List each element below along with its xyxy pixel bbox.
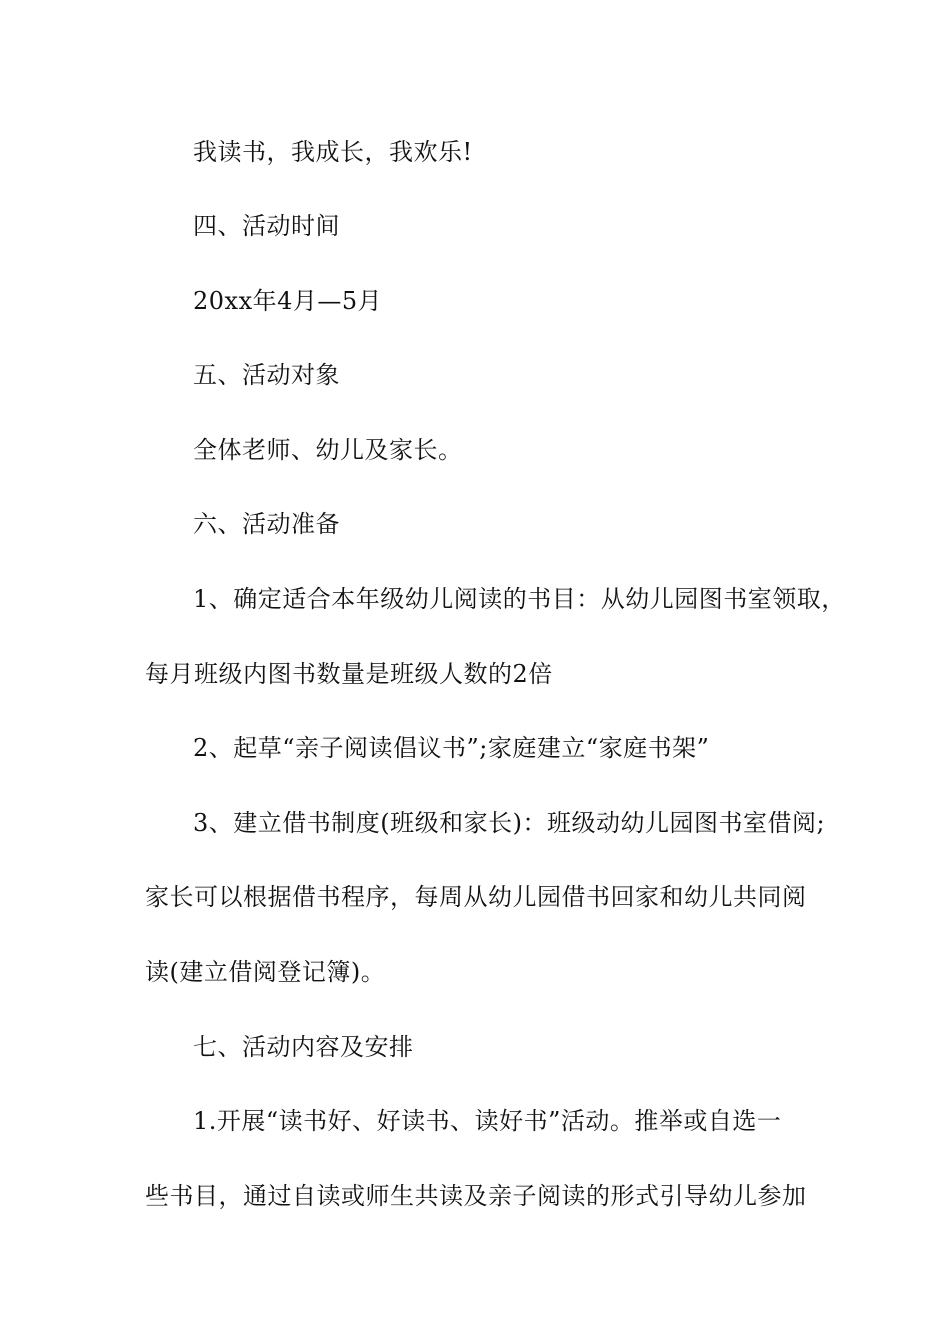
paragraph-line: 每月班级内图书数量是班级人数的2倍 (145, 660, 553, 688)
section-heading-activity-target: 五、活动对象 (193, 361, 340, 389)
section-heading-activity-preparation: 六、活动准备 (193, 510, 340, 538)
paragraph-line: 1.开展“读书好、好读书、读好书”活动。推举或自选一 (193, 1107, 782, 1135)
paragraph-line: 1、确定适合本年级幼儿阅读的书目：从幼儿园图书室领取， (193, 585, 846, 613)
paragraph-line: 20xx年4月—5月 (193, 287, 383, 315)
paragraph-line: 全体老师、幼儿及家长。 (193, 436, 463, 464)
paragraph-line: 些书目，通过自读或师生共读及亲子阅读的形式引导幼儿参加 (145, 1182, 807, 1210)
paragraph-line: 3、建立借书制度(班级和家长)：班级动幼儿园图书室借阅; (193, 809, 826, 837)
paragraph-line: 我读书，我成长，我欢乐! (193, 138, 473, 166)
paragraph-line: 2、起草“亲子阅读倡议书”;家庭建立“家庭书架” (193, 734, 710, 762)
paragraph-line: 家长可以根据借书程序，每周从幼儿园借书回家和幼儿共同阅 (145, 883, 807, 911)
section-heading-activity-time: 四、活动时间 (193, 212, 340, 240)
paragraph-line: 读(建立借阅登记簿)。 (145, 958, 386, 986)
section-heading-activity-content: 七、活动内容及安排 (193, 1033, 414, 1061)
